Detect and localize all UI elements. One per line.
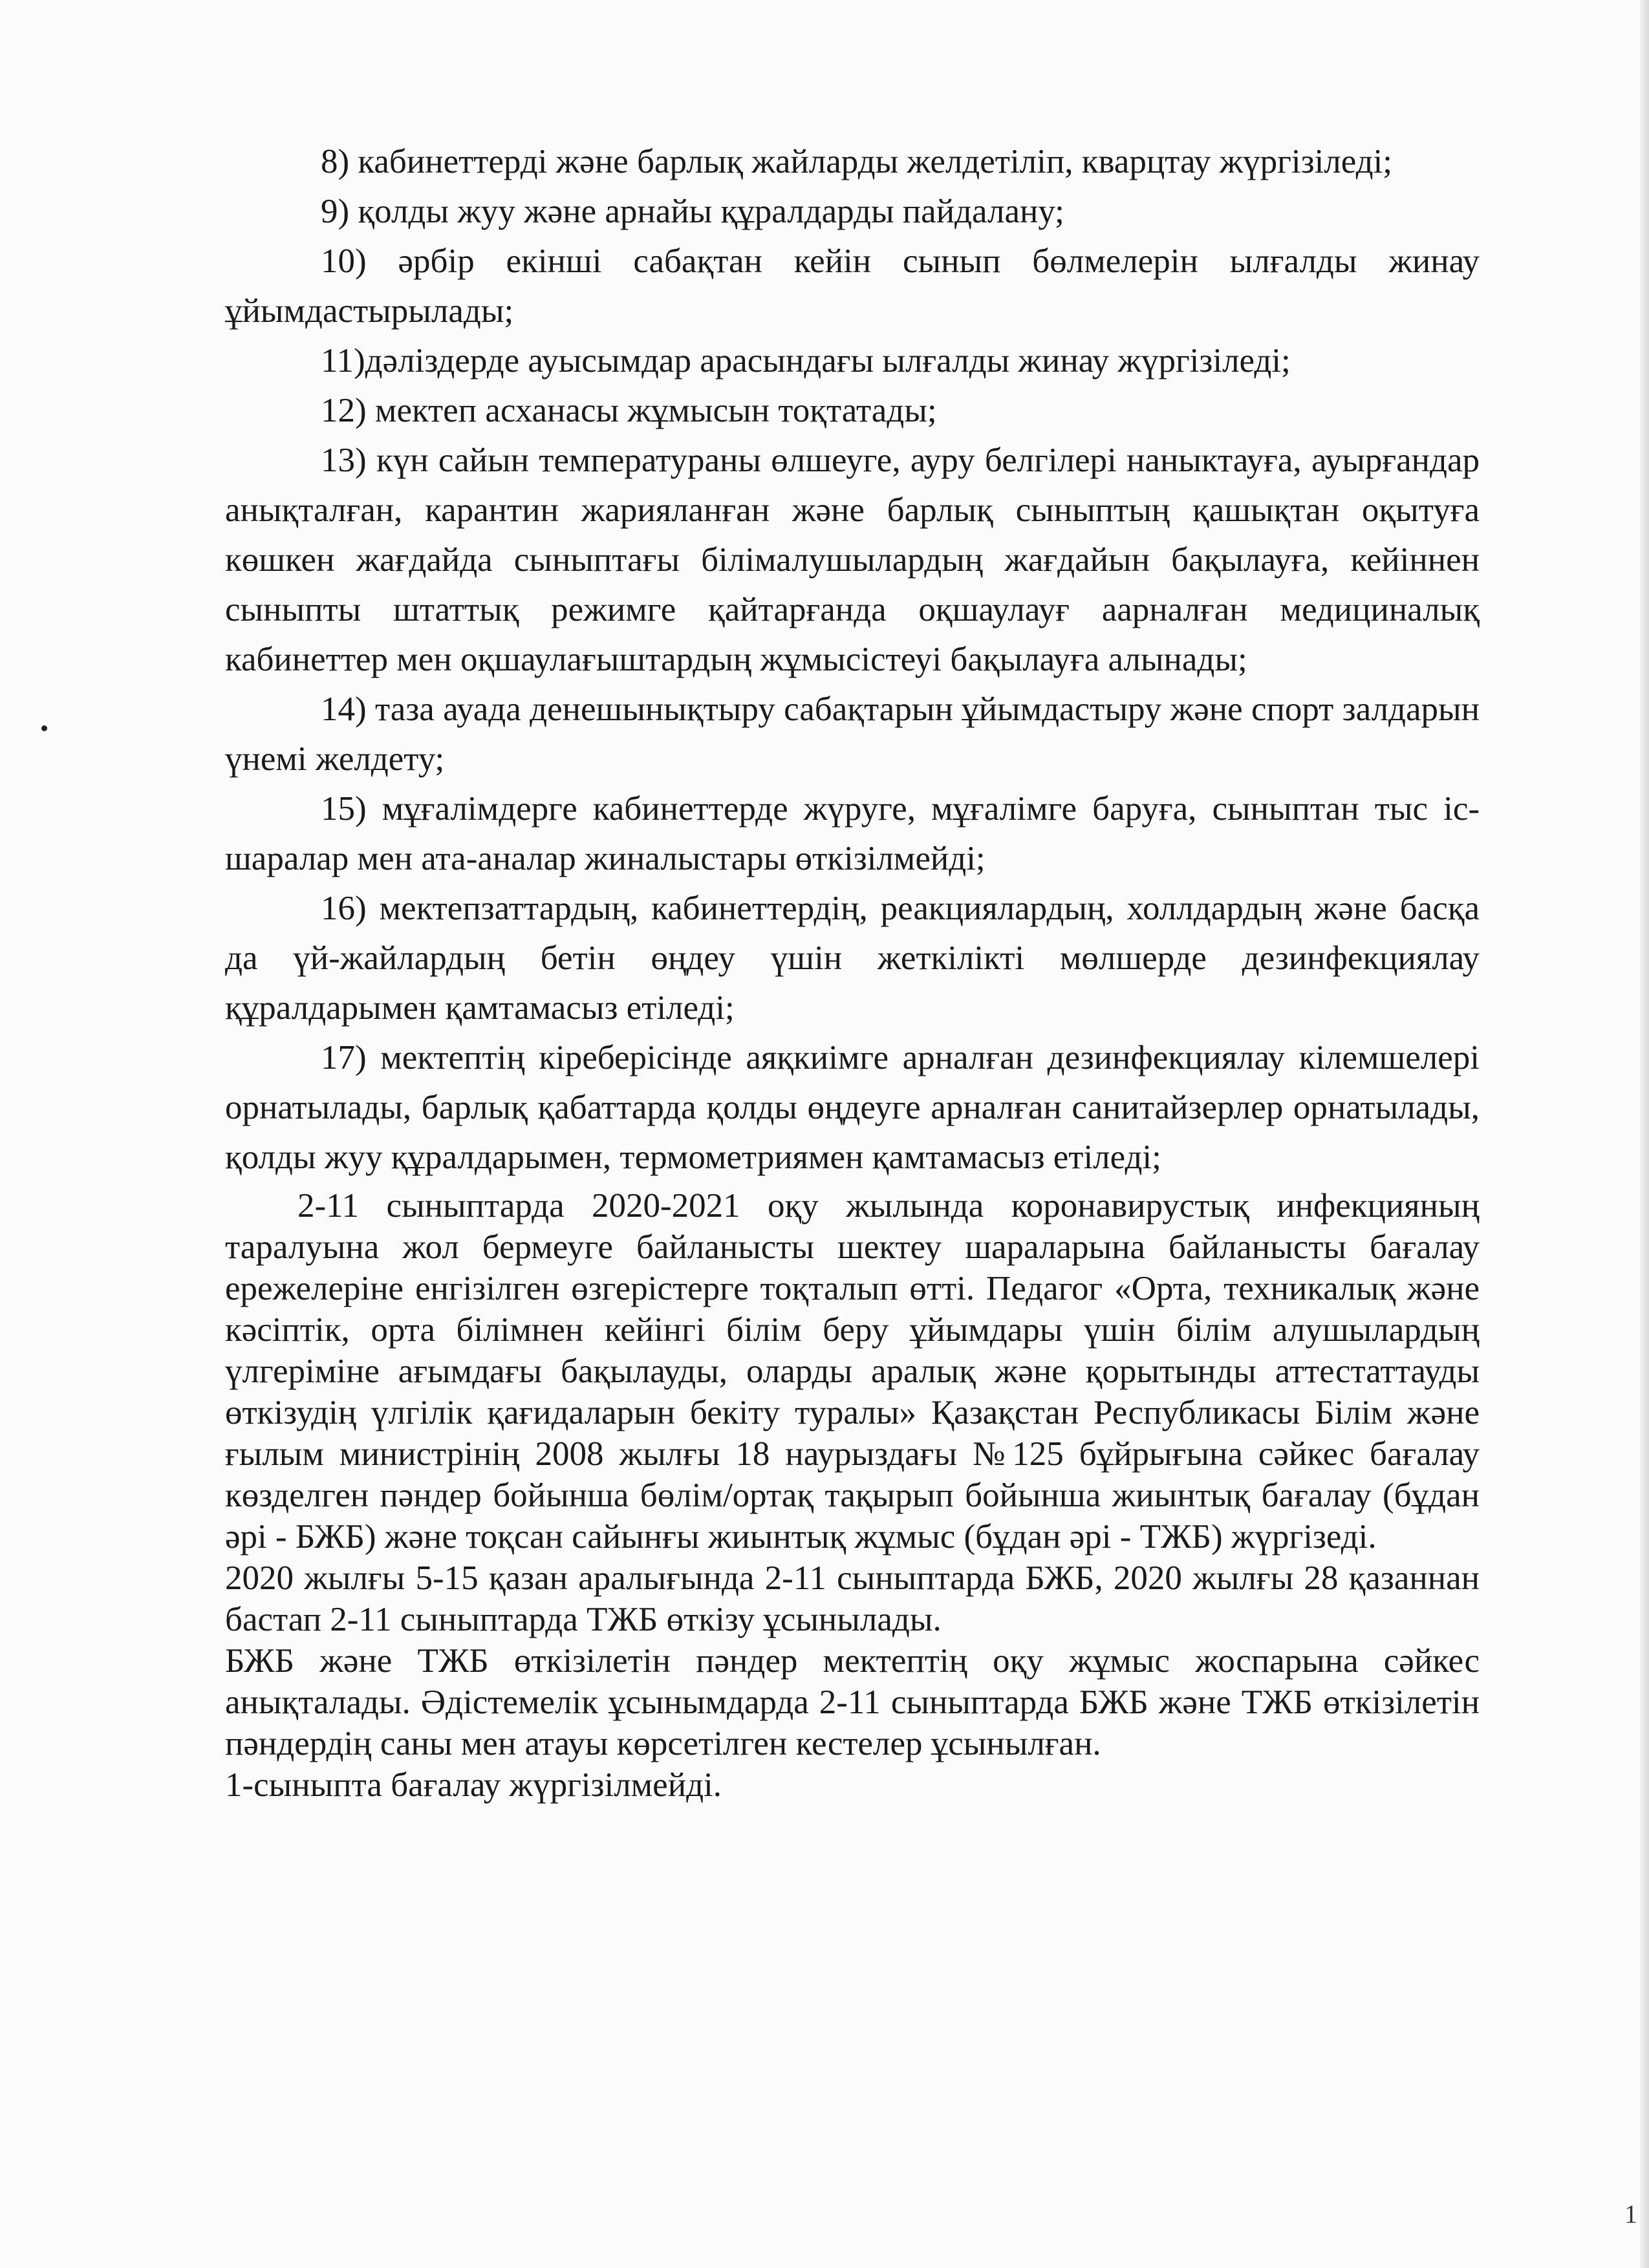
subjects-paragraph: БЖБ және ТЖБ өткізілетін пәндер мектептің оқу жұмыс жоспарына сәйкес анықталады. Әдістемелік ұсынымдарда 2-11 сыныптарда БЖБ және ТЖБ өткізілетін пәндердің саны мен атауы көрсетілген кестелер ұсынылған.	[225, 1642, 1480, 1762]
dates-paragraph: 2020 жылғы 5-15 қазан аралығында 2-11 сыныптарда БЖБ, 2020 жылғы 28 қазаннан бастап 2-11 сыныптарда ТЖБ өткізу ұсынылады.	[225, 1559, 1480, 1638]
list-item-11: 11)дәліздерде ауысымдар арасындағы ылғалды жинау жүргізіледі;	[321, 342, 1291, 380]
document-body	[225, 137, 1480, 1806]
list-item-14: 14) таза ауада денешынықтыру сабақтарын ұйымдастыру және спорт залдарын үнемі желдету;	[225, 690, 1480, 778]
list-item-10: 10) әрбір екінші сабақтан кейін сынып бөлмелерін ылғалды жинау ұйымдастырылады;	[225, 242, 1480, 330]
list-item-12: 12) мектеп асханасы жұмысын тоқтатады;	[321, 392, 937, 429]
list-item-9: 9) қолды жуу және арнайы құралдарды пайдалану;	[321, 193, 1064, 230]
list-item-16: 16) мектепзаттардың, кабинеттердің, реакциялардың, холлдардың және басқа да үй-жайлардың бетін өңдеу үшін жеткілікті мөлшерде дезинфекциялау құралдарымен қамтамасыз етіледі;	[225, 890, 1480, 1027]
scan-speck	[41, 725, 47, 731]
list-item-15: 15) мұғалімдерге кабинеттерде жүруге, мұғалімге баруға, сыныптан тыс іс-шаралар мен ата-аналар жиналыстары өткізілмейді;	[225, 790, 1480, 877]
assessment-paragraph: 2-11 сыныптарда 2020-2021 оқу жылында коронавирустық инфекцияның таралуына жол бермеуге байланысты шектеу шараларына байланысты бағалау ережелеріне енгізілген өзгерістерге тоқталып өтті. Педагог «Орта, техникалық және кәсіптік, орта білімнен кейінгі білім беру ұйымдары үшін білім алушылардың үлгеріміне ағымдағы бақылауды, оларды аралық және қорытынды аттестаттауды өткізудің үлгілік қағидаларын бекіту туралы» Қазақстан Республикасы Білім және ғылым министрінің 2008 жылғы 18 наурыздағы №125 бұйрығына сәйкес бағалау көзделген пәндер бойынша бөлім/ортақ тақырып бойынша жиынтық бағалау (бұдан әрі - БЖБ) және тоқсан сайынғы жиынтық жұмыс (бұдан әрі - ТЖБ) жүргізеді.	[225, 1187, 1480, 1556]
page-number: 1	[1624, 2199, 1637, 2229]
list-item-17: 17) мектептің кіреберісінде аяқкиімге арналған дезинфекциялау кілемшелері орнатылады, барлық қабаттарда қолды өңдеуге арналған санитайзерлер орнатылады, қолды жуу құралдарымен, термометриямен қамтамасыз етіледі;	[225, 1039, 1480, 1176]
scan-edge	[1640, 0, 1649, 2268]
list-item-8: 8) кабинеттерді және барлық жайларды желдетіліп, кварцтау жүргізіледі;	[321, 143, 1393, 180]
grade-one-paragraph: 1-сыныпта бағалау жүргізілмейді.	[225, 1766, 722, 1804]
list-item-13: 13) күн сайын температураны өлшеуге, ауру белгілері наныктауға, ауырғандар анықталған, карантин жарияланған және барлық сыныптың қашықтан оқытуға көшкен жағдайда сыныптағы білімалушылардың жағдайын бақылауға, кейіннен сыныпты штаттық режимге қайтарғанда оқшаулауғ аарналған медициналық кабинеттер мен оқшаулағыштардың жұмысістеуі бақылауға алынады;	[225, 442, 1480, 678]
